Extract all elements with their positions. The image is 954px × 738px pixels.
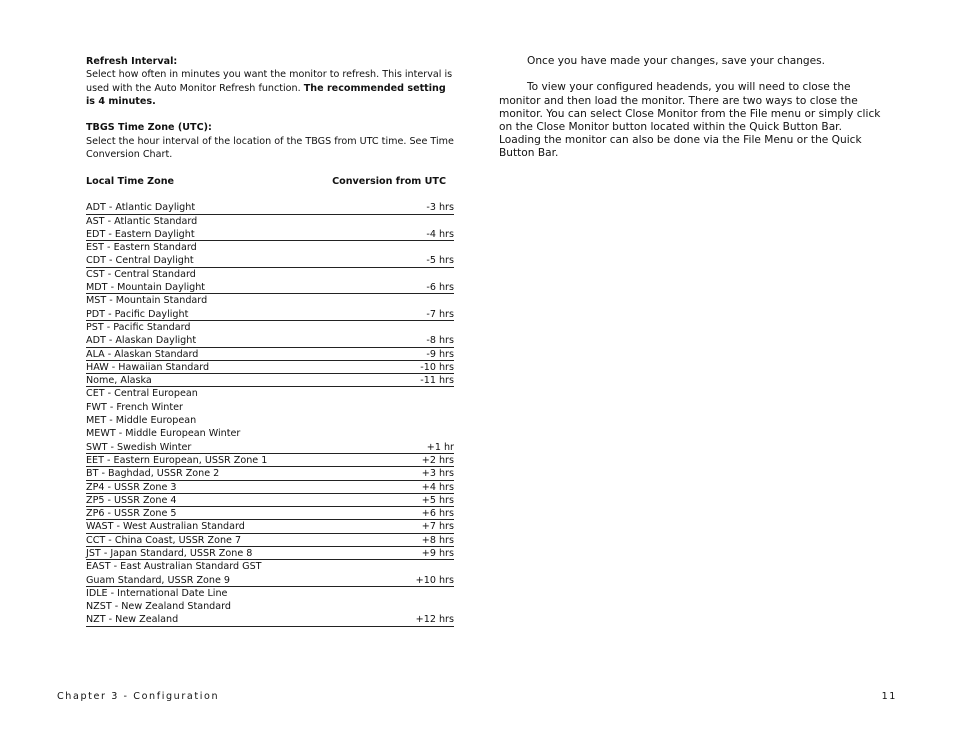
conversion-cell: +6 hrs xyxy=(421,508,454,520)
timezone-text: Select the hour interval of the location of the TBGS from UTC time. See Time Conversion Chart. xyxy=(86,135,454,161)
conversion-cell: +8 hrs xyxy=(421,534,454,546)
table-row xyxy=(86,467,454,480)
table-row xyxy=(86,547,454,560)
table-row xyxy=(86,308,454,321)
conversion-cell: +9 hrs xyxy=(421,547,454,559)
time-zone-cell: MET - Middle European xyxy=(86,415,197,427)
time-zone-cell: EST - Eastern Standard xyxy=(86,242,197,254)
table-row xyxy=(86,361,454,374)
table-row xyxy=(86,414,454,427)
time-zone-cell: AST - Atlantic Standard xyxy=(86,215,198,227)
time-zone-cell: PST - Pacific Standard xyxy=(86,321,191,333)
footer-page-number: 11 xyxy=(881,691,897,702)
conversion-cell: +10 hrs xyxy=(415,574,454,586)
conversion-cell: +7 hrs xyxy=(421,521,454,533)
table-row xyxy=(86,587,454,600)
time-zone-cell: MEWT - Middle European Winter xyxy=(86,428,241,440)
footer-chapter: Chapter 3 - Configuration xyxy=(57,691,220,702)
time-zone-cell: CDT - Central Daylight xyxy=(86,255,194,267)
table-row xyxy=(86,268,454,281)
save-changes-paragraph: Once you have made your changes, save your changes. xyxy=(527,55,826,67)
table-row xyxy=(86,560,454,573)
time-zone-cell: PDT - Pacific Daylight xyxy=(86,308,189,320)
table-row xyxy=(86,494,454,507)
table-row xyxy=(86,454,454,467)
timezone-heading: TBGS Time Zone (UTC): xyxy=(86,122,212,134)
time-zone-cell: CET - Central European xyxy=(86,388,198,400)
table-row xyxy=(86,334,454,347)
table-row xyxy=(86,507,454,520)
conversion-cell: +2 hrs xyxy=(421,454,454,466)
time-zone-cell: NZST - New Zealand Standard xyxy=(86,601,231,613)
table-row xyxy=(86,228,454,241)
time-zone-cell: SWT - Swedish Winter xyxy=(86,441,192,453)
table-row xyxy=(86,215,454,228)
refresh-interval-description: Select how often in minutes you want the monitor to refresh. This interval is used with the Auto Monitor Refresh function. xyxy=(86,69,453,94)
col-local-time-zone: Local Time Zone xyxy=(86,175,175,187)
time-zone-cell: EAST - East Australian Standard GST xyxy=(86,561,262,573)
time-zone-cell: NZT - New Zealand xyxy=(86,614,179,626)
conversion-cell: -9 hrs xyxy=(426,348,454,360)
refresh-interval-recommendation: The recommended setting is 4 minutes. xyxy=(86,82,446,107)
table-row xyxy=(86,254,454,267)
table-row xyxy=(86,387,454,400)
time-zone-cell: Guam Standard, USSR Zone 9 xyxy=(86,574,231,586)
table-row xyxy=(86,294,454,307)
conversion-cell: -5 hrs xyxy=(426,255,454,267)
time-zone-cell: MST - Mountain Standard xyxy=(86,295,208,307)
conversion-cell: -3 hrs xyxy=(426,202,454,214)
time-zone-cell: ZP5 - USSR Zone 4 xyxy=(86,494,177,506)
table-row xyxy=(86,241,454,254)
time-zone-cell: ADT - Atlantic Daylight xyxy=(86,202,196,214)
time-zone-cell: JST - Japan Standard, USSR Zone 8 xyxy=(86,547,253,559)
table-row xyxy=(86,374,454,387)
refresh-interval-text xyxy=(86,68,458,108)
table-row xyxy=(86,281,454,294)
conversion-cell: +5 hrs xyxy=(421,494,454,506)
time-zone-cell: FWT - French Winter xyxy=(86,401,183,413)
time-zone-cell: ALA - Alaskan Standard xyxy=(86,348,199,360)
conversion-cell: -4 hrs xyxy=(426,228,454,240)
time-zone-cell: ZP6 - USSR Zone 5 xyxy=(86,508,177,520)
close-load-monitor-paragraph: To view your configured headends, you will need to close the monitor and then load the monitor. There are two ways to close the monitor. You can select Close Monitor from the File menu or simply click on the Close Monitor button located within the Quick Button Bar. Loading the monitor can also be done via the File Menu or the Quick Button Bar. xyxy=(499,81,881,160)
time-zone-cell: Nome, Alaska xyxy=(86,375,152,387)
time-zone-cell: CST - Central Standard xyxy=(86,268,196,280)
conversion-cell: +3 hrs xyxy=(421,468,454,480)
time-zone-cell: CCT - China Coast, USSR Zone 7 xyxy=(86,534,242,546)
conversion-cell: -7 hrs xyxy=(426,308,454,320)
conversion-cell: -10 hrs xyxy=(420,361,454,373)
table-row xyxy=(86,600,454,613)
conversion-table-header xyxy=(86,175,446,188)
table-row xyxy=(86,348,454,361)
table-row xyxy=(86,520,454,533)
time-zone-cell: BT - Baghdad, USSR Zone 2 xyxy=(86,468,220,480)
time-zone-cell: ADT - Alaskan Daylight xyxy=(86,335,197,347)
time-zone-cell: IDLE - International Date Line xyxy=(86,587,228,599)
time-zone-cell: EET - Eastern European, USSR Zone 1 xyxy=(86,454,268,466)
table-row xyxy=(86,441,454,454)
conversion-cell: +12 hrs xyxy=(415,614,454,626)
time-zone-cell: WAST - West Australian Standard xyxy=(86,521,245,533)
right-column xyxy=(499,55,885,161)
time-zone-cell: EDT - Eastern Daylight xyxy=(86,228,195,240)
time-zone-cell: HAW - Hawaiian Standard xyxy=(86,361,210,373)
left-column xyxy=(86,55,458,627)
conversion-cell: +4 hrs xyxy=(421,481,454,493)
refresh-interval-heading: Refresh Interval: xyxy=(86,56,178,67)
conversion-table xyxy=(86,201,458,627)
time-zone-cell: MDT - Mountain Daylight xyxy=(86,282,206,294)
conversion-cell: -8 hrs xyxy=(426,335,454,347)
table-row xyxy=(86,613,454,626)
conversion-cell: +1 hr xyxy=(426,441,454,453)
time-zone-cell: ZP4 - USSR Zone 3 xyxy=(86,481,177,493)
table-row xyxy=(86,481,454,494)
conversion-cell: -6 hrs xyxy=(426,282,454,294)
table-row xyxy=(86,574,454,587)
table-row xyxy=(86,401,454,414)
table-row xyxy=(86,321,454,334)
table-row xyxy=(86,201,454,214)
table-row xyxy=(86,534,454,547)
table-row xyxy=(86,427,454,440)
col-conversion-from-utc: Conversion from UTC xyxy=(332,175,446,187)
conversion-cell: -11 hrs xyxy=(420,375,454,387)
